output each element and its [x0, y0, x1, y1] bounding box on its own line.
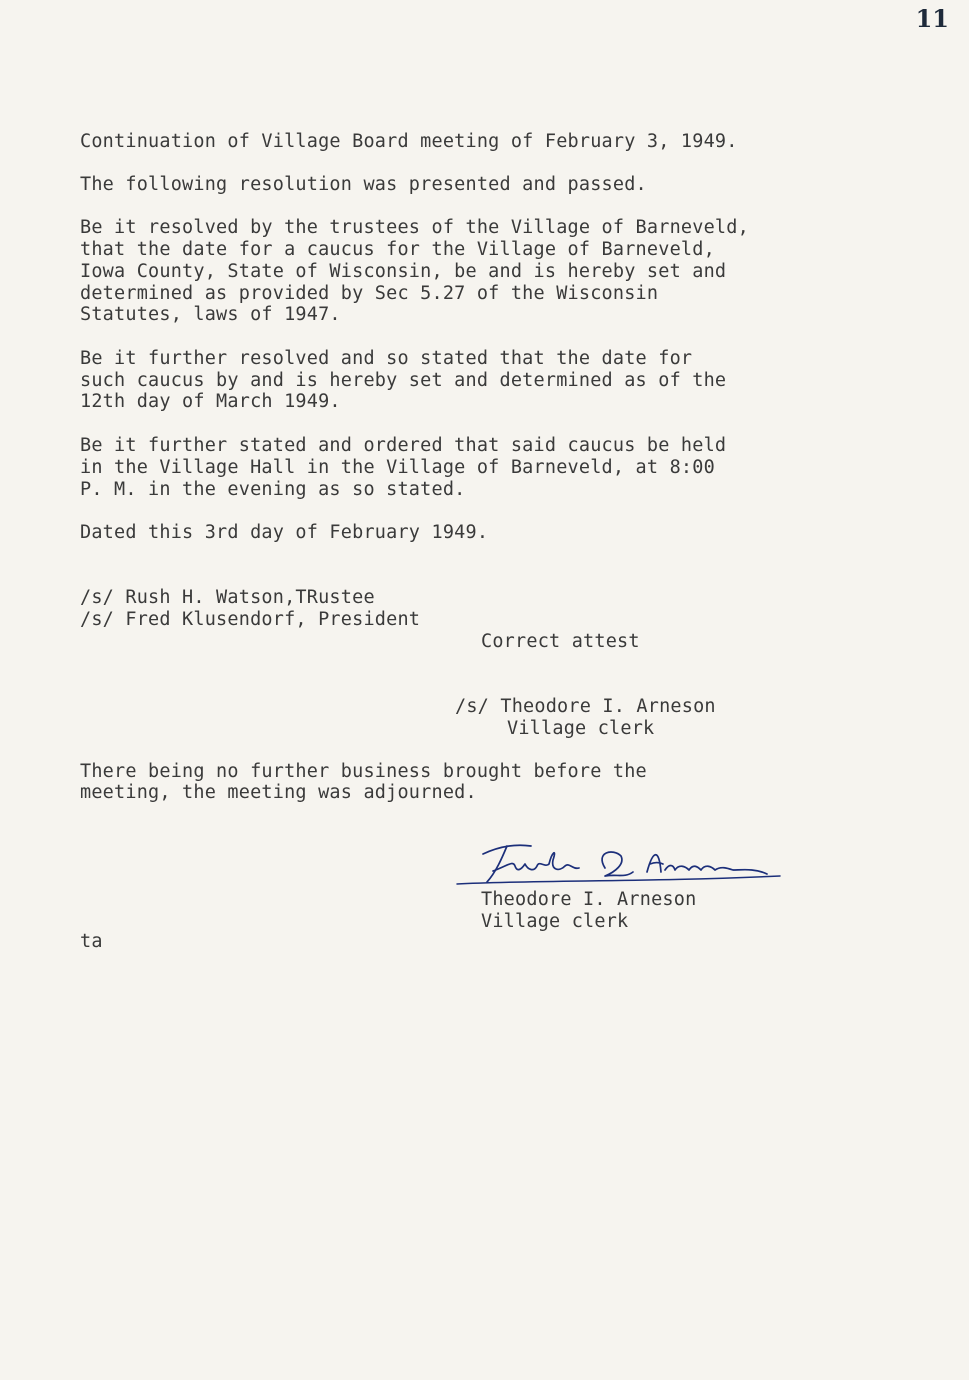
resolution-2-line: 12th day of March 1949.	[80, 391, 341, 412]
heading: Continuation of Village Board meeting of February 3, 1949.	[80, 131, 738, 152]
final-clerk-title: Village clerk	[481, 911, 629, 932]
resolution-1-line: determined as provided by Sec 5.27 of the Wisconsin	[80, 283, 659, 304]
final-clerk-name: Theodore I. Arneson	[481, 889, 697, 910]
president-signature: /s/ Fred Klusendorf, President	[80, 609, 421, 630]
resolution-1-line: Statutes, laws of 1947.	[80, 304, 341, 325]
resolution-1-line: Iowa County, State of Wisconsin, be and is hereby set and	[80, 261, 727, 282]
resolution-1-line: Be it resolved by the trustees of the Village of Barneveld,	[80, 217, 749, 238]
clerk-signature: /s/ Theodore I. Arneson	[455, 696, 716, 717]
intro-text: The following resolution was presented and passed.	[80, 174, 647, 195]
page-number: 11	[915, 4, 949, 33]
resolution-3-line: in the Village Hall in the Village of Barneveld, at 8:00	[80, 457, 715, 478]
clerk-title: Village clerk	[507, 718, 655, 739]
resolution-1-line: that the date for a caucus for the Village of Barneveld,	[80, 239, 715, 260]
resolution-3-line: Be it further stated and ordered that said caucus be held	[80, 435, 727, 456]
trustee-signature: /s/ Rush H. Watson,TRustee	[80, 587, 375, 608]
handwritten-signature	[455, 838, 785, 890]
correct-attest: Correct attest	[481, 631, 640, 652]
closing-line: meeting, the meeting was adjourned.	[80, 782, 477, 803]
resolution-2-line: such caucus by and is hereby set and determined as of the	[80, 370, 727, 391]
dated-line: Dated this 3rd day of February 1949.	[80, 522, 489, 543]
resolution-3-line: P. M. in the evening as so stated.	[80, 479, 466, 500]
resolution-2-line: Be it further resolved and so stated that the date for	[80, 348, 693, 369]
typist-initials: ta	[80, 931, 103, 952]
closing-line: There being no further business brought before the	[80, 761, 647, 782]
